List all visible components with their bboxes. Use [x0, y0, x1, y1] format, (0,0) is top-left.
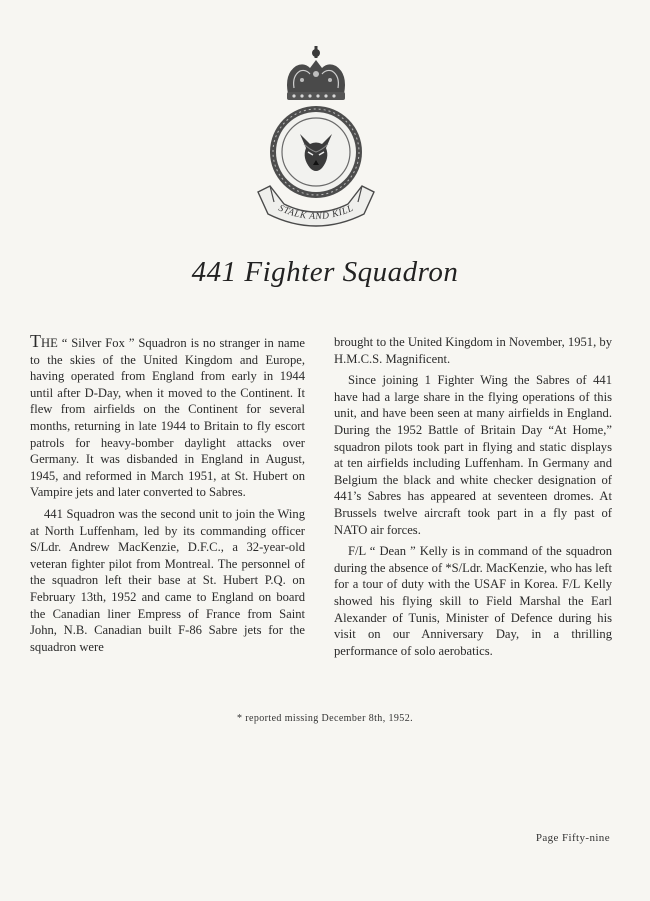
page-title: 441 Fighter Squadron	[191, 256, 459, 288]
left-column	[30, 331, 305, 655]
paragraph: F/L “ Dean ” Kelly is in command of the squadron during the absence of *S/Ldr. MacKenzie, who has left for a tour of duty with the USAF in Korea. F/L Kelly showed his flying skill to Field Marshal the Earl Alexander of Tunis, Minister of Defence during his visit on our Anniversary Day, in a thrilling performance of solo aerobatics.	[334, 544, 612, 658]
paragraph-text: Kingdom and Europe, having operated from England from early in 1944 until after D-Day, when it moved to the Continent. It flew from airfields on the Continent for several months, returning in late 1944 to Britain to fly escort patrols for heavy-bomber daylight attacks over Germany. It was disbanded in England in August, 1945, and reformed in March 1951, at St. Hubert on Vampire jets and later converted to Sabres.	[30, 352, 305, 500]
page-number: Page Fifty-nine	[535, 832, 610, 844]
crown-icon	[287, 46, 345, 100]
crest-illustration	[244, 44, 388, 232]
paragraph	[30, 331, 305, 501]
drop-cap: T	[30, 331, 41, 351]
footnote: * reported missing December 8th, 1952.	[237, 713, 413, 724]
paragraph: 441 Squadron was the second unit to join the Wing at North Luffenham, led by its commanding officer S/Ldr. Andrew MacKenzie, D.F.C., a 32-year-old veteran fighter pilot from Montreal. The personnel of the squadron left their base at St. Hubert P.Q. on February 13th, 1952 and came to England on board the Canadian liner Empress of France from Saint John, N.B. Canadian built F-86 Sabre jets for the squadron were	[30, 506, 305, 654]
crest-motto: STALK AND KILL	[276, 203, 356, 223]
paragraph: Since joining 1 Fighter Wing the Sabres of 441 have had a large share in the flying operations of this unit, and have been seen at many airfields in England. During the 1952 Battle of Britain Day “At Home,” squadron pilots took part in flying and static displays at ten airfields including Luffenham. In Germany and Belgium the black and white checker designation of 441’s Sabres has appeared at seventeen dromes. At Brussels twelve aircraft took part in a fly past of NATO air forces.	[334, 373, 612, 537]
right-column	[334, 334, 612, 659]
paragraph-opening: HE “ Silver Fox ” Squadron is no stranger in name to the skies of the United	[30, 336, 305, 367]
squadron-crest	[244, 44, 388, 232]
paragraph: brought to the United Kingdom in November, 1951, by H.M.C.S. Magnificent.	[334, 335, 612, 366]
